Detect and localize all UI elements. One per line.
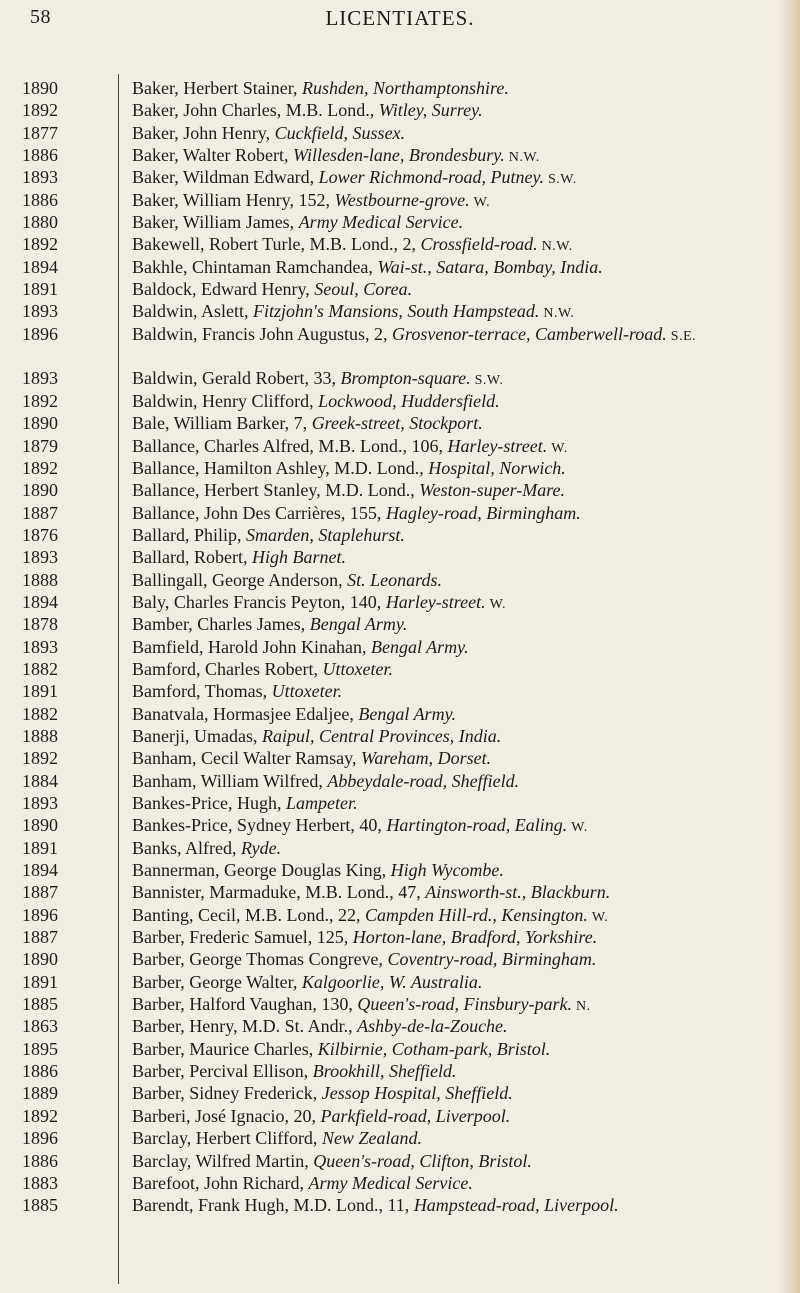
entry-year: 1879 xyxy=(22,435,58,456)
list-item xyxy=(0,233,800,255)
entry-address: Army Medical Service. xyxy=(308,1172,473,1193)
entry-name: Bannister, Marmaduke, M.B. Lond., 47, xyxy=(132,882,421,903)
entry-text xyxy=(132,122,772,144)
entry-name: Baldwin, Francis John Augustus, 2, xyxy=(132,323,388,344)
entry-address: Raipul, Central Provinces, India. xyxy=(261,725,502,746)
entry-text xyxy=(132,1105,772,1127)
list-item xyxy=(0,390,800,412)
entry-year: 1896 xyxy=(22,1128,58,1149)
entry-year: 1893 xyxy=(22,301,58,322)
entry-year: 1890 xyxy=(22,480,58,501)
entry-district: N.W. xyxy=(508,150,540,166)
list-item xyxy=(0,256,800,278)
list-item xyxy=(0,837,800,859)
entry-address: Queen's-road, Finsbury-park. xyxy=(357,994,573,1015)
entry-address: Ainsworth-st., Blackburn. xyxy=(425,882,611,903)
entry-district: N. xyxy=(576,999,591,1015)
entry-address: Wai-st., Satara, Bombay, India. xyxy=(377,256,603,277)
entry-address: Rushden, Northamptonshire. xyxy=(302,78,509,98)
entry-year: 1894 xyxy=(22,256,58,277)
list-item xyxy=(0,412,800,434)
entry-year: 1891 xyxy=(22,681,58,702)
entry-name: Baker, Walter Robert, xyxy=(132,145,289,166)
entry-text xyxy=(132,390,772,412)
entry-name: Ballance, Charles Alfred, M.B. Lond., 106, xyxy=(132,435,443,456)
entry-address: Hartington-road, Ealing. xyxy=(386,815,568,836)
entry-address: Westbourne-grove. xyxy=(334,189,470,210)
entry-text xyxy=(132,1082,772,1104)
entry-address: Smarden, Staplehurst. xyxy=(246,524,405,545)
entry-address: Lampeter. xyxy=(285,793,358,813)
list-item xyxy=(0,636,800,658)
entry-text xyxy=(132,1127,772,1149)
entry-text xyxy=(132,524,772,546)
entry-name: Banham, William Wilfred, xyxy=(132,770,323,791)
entry-name: Barber, Frederic Samuel, 125, xyxy=(132,927,349,948)
list-item xyxy=(0,122,800,144)
entry-year: 1863 xyxy=(22,1016,58,1037)
entry-text xyxy=(132,457,772,479)
list-item xyxy=(0,524,800,546)
entry-year: 1893 xyxy=(22,793,58,813)
entry-text xyxy=(132,658,772,680)
entry-year: 1877 xyxy=(22,122,58,143)
entry-address: Bengal Army. xyxy=(309,614,408,635)
entry-name: Baldock, Edward Henry, xyxy=(132,279,310,300)
list-item xyxy=(0,591,800,613)
list-item xyxy=(0,367,800,389)
entry-year: 1896 xyxy=(22,323,58,344)
entry-text xyxy=(132,1172,772,1194)
entry-address: Bengal Army. xyxy=(370,636,469,657)
entry-address: Hagley-road, Birmingham. xyxy=(385,502,581,523)
entry-year: 1887 xyxy=(22,927,58,948)
list-item xyxy=(0,189,800,211)
entry-name: Banks, Alfred, xyxy=(132,837,237,858)
entry-text xyxy=(132,1060,772,1082)
list-item xyxy=(0,99,800,121)
entry-year: 1882 xyxy=(22,658,58,679)
entry-address: Fitzjohn's Mansions, South Hampstead. xyxy=(253,301,540,322)
entry-address: Hampstead-road, Liverpool. xyxy=(413,1195,619,1216)
list-item xyxy=(0,323,800,368)
entry-name: Baker, William James, xyxy=(132,212,295,233)
entry-name: Ballance, Herbert Stanley, M.D. Lond., xyxy=(132,480,415,501)
entry-year: 1886 xyxy=(22,189,58,210)
list-item xyxy=(0,77,800,99)
entry-address: Campden Hill-rd., Kensington. xyxy=(365,904,588,925)
entry-text xyxy=(132,546,772,568)
entry-year: 1887 xyxy=(22,882,58,903)
list-item xyxy=(0,457,800,479)
entry-name: Baker, Wildman Edward, xyxy=(132,167,315,188)
entry-year: 1892 xyxy=(22,748,58,769)
entry-address: Horton-lane, Bradford, Yorkshire. xyxy=(352,927,598,948)
entry-name: Banting, Cecil, M.B. Lond., 22, xyxy=(132,904,361,925)
entry-district: W. xyxy=(591,909,609,925)
entry-address: High Barnet. xyxy=(251,547,346,568)
entry-year: 1888 xyxy=(22,569,58,590)
entry-year: 1883 xyxy=(22,1172,58,1193)
entry-address: Coventry-road, Birmingham. xyxy=(387,949,597,970)
entry-year: 1890 xyxy=(22,413,58,434)
entry-year: 1893 xyxy=(22,167,58,188)
entry-text xyxy=(132,99,772,121)
entry-name: Bamfield, Harold John Kinahan, xyxy=(132,636,367,657)
entry-year: 1892 xyxy=(22,100,58,121)
entry-address: Kilbirnie, Cotham-park, Bristol. xyxy=(317,1038,551,1059)
list-item xyxy=(0,792,800,814)
entry-address: Parkfield-road, Liverpool. xyxy=(320,1105,511,1126)
entry-text xyxy=(132,211,772,233)
entry-year: 1887 xyxy=(22,502,58,523)
entry-name: Banham, Cecil Walter Ramsay, xyxy=(132,748,357,769)
entry-name: Barclay, Wilfred Martin, xyxy=(132,1150,309,1171)
list-item xyxy=(0,278,800,300)
entry-year: 1894 xyxy=(22,860,58,881)
entry-text xyxy=(132,770,772,792)
entry-address: Grosvenor-terrace, Camberwell-road. xyxy=(392,323,667,344)
page-number: 58 xyxy=(30,6,51,28)
list-item xyxy=(0,859,800,881)
entry-name: Bamford, Thomas, xyxy=(132,681,268,702)
entry-year: 1896 xyxy=(22,904,58,925)
entry-text xyxy=(132,479,772,501)
list-item xyxy=(0,1194,800,1216)
entry-text xyxy=(132,926,772,948)
entry-name: Ballance, John Des Carrières, 155, xyxy=(132,502,382,523)
list-item xyxy=(0,546,800,568)
entry-text xyxy=(132,323,772,348)
entry-text xyxy=(132,1194,772,1216)
entry-year: 1892 xyxy=(22,390,58,411)
entry-name: Ballingall, George Anderson, xyxy=(132,569,343,590)
entry-name: Barber, Percival Ellison, xyxy=(132,1061,309,1082)
list-item xyxy=(0,435,800,457)
entry-text xyxy=(132,278,772,300)
entry-year: 1890 xyxy=(22,78,58,98)
entry-name: Baker, William Henry, 152, xyxy=(132,189,331,210)
entry-text xyxy=(132,881,772,903)
entry-district: W. xyxy=(551,440,568,456)
entry-year: 1890 xyxy=(22,815,58,836)
entry-year: 1888 xyxy=(22,725,58,746)
list-item xyxy=(0,881,800,903)
entry-text xyxy=(132,77,772,99)
entry-year: 1891 xyxy=(22,279,58,300)
entry-name: Banerji, Umadas, xyxy=(132,725,258,746)
entry-address: Crossfield-road. xyxy=(420,234,538,255)
entry-text xyxy=(132,725,772,747)
entry-address: Harley-street. xyxy=(447,435,548,456)
entry-address: Queen's-road, Clifton, Bristol. xyxy=(313,1150,532,1171)
entry-year: 1892 xyxy=(22,1105,58,1126)
entry-name: Bamber, Charles James, xyxy=(132,614,306,635)
entry-address: Abbeydale-road, Sheffield. xyxy=(327,770,520,791)
entry-name: Bannerman, George Douglas King, xyxy=(132,860,387,881)
entry-address: Hospital, Norwich. xyxy=(428,457,566,478)
entry-year: 1890 xyxy=(22,949,58,970)
entry-year: 1891 xyxy=(22,837,58,858)
entry-name: Bankes-Price, Hugh, xyxy=(132,793,282,813)
list-item xyxy=(0,747,800,769)
entry-year: 1895 xyxy=(22,1038,58,1059)
list-item xyxy=(0,144,800,166)
entry-district: W. xyxy=(489,596,507,612)
entry-text xyxy=(132,792,772,814)
entry-text xyxy=(132,502,772,524)
entry-year: 1891 xyxy=(22,971,58,992)
entry-text xyxy=(132,703,772,725)
entry-address: Jessop Hospital, Sheffield. xyxy=(321,1083,513,1104)
entry-text xyxy=(132,837,772,859)
list-item xyxy=(0,680,800,702)
entry-name: Baldwin, Gerald Robert, 33, xyxy=(132,368,336,389)
list-item xyxy=(0,725,800,747)
list-item xyxy=(0,993,800,1015)
entry-name: Bakhle, Chintaman Ramchandea, xyxy=(132,256,373,277)
entry-name: Baker, Herbert Stainer, xyxy=(132,78,298,98)
list-item xyxy=(0,904,800,926)
list-item xyxy=(0,658,800,680)
entry-address: Bengal Army. xyxy=(358,703,457,724)
entry-text xyxy=(132,1038,772,1060)
entry-year: 1893 xyxy=(22,636,58,657)
entry-text xyxy=(132,613,772,635)
list-item xyxy=(0,211,800,233)
entry-name: Bamford, Charles Robert, xyxy=(132,658,318,679)
list-item xyxy=(0,814,800,836)
entry-text xyxy=(132,256,772,278)
entry-address: Brookhill, Sheffield. xyxy=(312,1061,457,1082)
list-item xyxy=(0,1127,800,1149)
entry-name: Bankes-Price, Sydney Herbert, 40, xyxy=(132,815,382,836)
entry-text xyxy=(132,1150,772,1172)
entry-name: Barber, George Walter, xyxy=(132,971,298,992)
list-item xyxy=(0,613,800,635)
entry-year: 1886 xyxy=(22,1061,58,1082)
entry-district: W. xyxy=(571,820,588,836)
entry-name: Bakewell, Robert Turle, M.B. Lond., 2, xyxy=(132,234,416,255)
list-item xyxy=(0,1172,800,1194)
running-head: LICENTIATES. xyxy=(325,6,475,30)
entry-name: Barefoot, John Richard, xyxy=(132,1172,304,1193)
entry-year: 1878 xyxy=(22,614,58,635)
entry-address: Ashby-de-la-Zouche. xyxy=(357,1016,508,1037)
entry-year: 1892 xyxy=(22,457,58,478)
entry-name: Baldwin, Henry Clifford, xyxy=(132,390,314,411)
entry-text xyxy=(132,680,772,702)
entry-address: Uttoxeter. xyxy=(271,681,343,702)
list-item xyxy=(0,1060,800,1082)
entry-name: Baker, John Henry, xyxy=(132,122,271,143)
list-item xyxy=(0,569,800,591)
entry-text xyxy=(132,1015,772,1037)
entry-name: Barclay, Herbert Clifford, xyxy=(132,1128,318,1149)
list-item xyxy=(0,926,800,948)
entry-name: Baldwin, Aslett, xyxy=(132,301,249,322)
entry-district: S.W. xyxy=(474,373,504,389)
entry-name: Ballard, Robert, xyxy=(132,547,248,568)
entry-address: Brompton-square. xyxy=(340,368,471,389)
entry-address: Ryde. xyxy=(240,837,282,858)
entry-name: Barendt, Frank Hugh, M.D. Lond., 11, xyxy=(132,1195,410,1216)
entry-district: S.E. xyxy=(670,328,697,344)
entry-district: N.W. xyxy=(541,239,573,255)
entry-name: Banatvala, Hormasjee Edaljee, xyxy=(132,703,354,724)
entry-year: 1885 xyxy=(22,1195,58,1216)
entry-address: New Zealand. xyxy=(321,1128,422,1149)
entry-year: 1893 xyxy=(22,368,58,389)
entry-year: 1876 xyxy=(22,524,58,545)
entry-address: Cuckfield, Sussex. xyxy=(274,122,406,143)
list-item xyxy=(0,479,800,501)
list-item xyxy=(0,1038,800,1060)
entry-list xyxy=(0,77,800,1217)
entry-address: High Wycombe. xyxy=(390,860,504,881)
entry-year: 1892 xyxy=(22,234,58,255)
entry-name: Baker, John Charles, M.B. Lond., xyxy=(132,100,375,121)
list-item xyxy=(0,770,800,792)
entry-name: Ballance, Hamilton Ashley, M.D. Lond., xyxy=(132,457,424,478)
entry-address: Army Medical Service. xyxy=(298,212,464,233)
entry-year: 1894 xyxy=(22,591,58,612)
entry-text xyxy=(132,569,772,591)
entry-address: Wareham, Dorset. xyxy=(361,748,492,769)
list-item xyxy=(0,1150,800,1172)
list-item xyxy=(0,166,800,188)
entry-year: 1886 xyxy=(22,145,58,166)
entry-address: Kalgoorlie, W. Australia. xyxy=(301,971,483,992)
entry-address: Weston-super-Mare. xyxy=(419,480,566,501)
entry-year: 1884 xyxy=(22,770,58,791)
entry-name: Barber, Sidney Frederick, xyxy=(132,1083,318,1104)
entry-address: Seoul, Corea. xyxy=(314,279,413,300)
entry-name: Bale, William Barker, 7, xyxy=(132,413,308,434)
entry-name: Baly, Charles Francis Peyton, 140, xyxy=(132,591,382,612)
list-item xyxy=(0,1015,800,1037)
entry-name: Barber, George Thomas Congreve, xyxy=(132,949,384,970)
list-item xyxy=(0,703,800,725)
entry-year: 1893 xyxy=(22,547,58,568)
entry-address: Lower Richmond-road, Putney. xyxy=(318,167,544,188)
entry-address: Uttoxeter. xyxy=(322,658,393,679)
entry-address: St. Leonards. xyxy=(347,569,442,590)
entry-text xyxy=(132,747,772,769)
entry-address: Lockwood, Huddersfield. xyxy=(318,390,500,411)
entry-address: Witley, Surrey. xyxy=(378,100,483,121)
entry-year: 1885 xyxy=(22,994,58,1015)
entry-address: Willesden-lane, Brondesbury. xyxy=(292,145,505,166)
entry-year: 1889 xyxy=(22,1083,58,1104)
entry-text xyxy=(132,412,772,434)
entry-address: Greek-street, Stockport. xyxy=(311,413,483,434)
entry-name: Ballard, Philip, xyxy=(132,524,242,545)
entry-district: W. xyxy=(473,194,491,210)
list-item xyxy=(0,1105,800,1127)
list-item xyxy=(0,502,800,524)
entry-name: Barberi, José Ignacio, 20, xyxy=(132,1105,316,1126)
list-item xyxy=(0,1082,800,1104)
entry-text xyxy=(132,971,772,993)
entry-text xyxy=(132,948,772,970)
entry-year: 1882 xyxy=(22,703,58,724)
entry-text xyxy=(132,859,772,881)
list-item xyxy=(0,948,800,970)
entry-name: Barber, Maurice Charles, xyxy=(132,1038,314,1059)
entry-district: N.W. xyxy=(543,306,575,322)
entry-year: 1886 xyxy=(22,1150,58,1171)
entry-name: Barber, Halford Vaughan, 130, xyxy=(132,994,353,1015)
list-item xyxy=(0,300,800,322)
entry-text xyxy=(132,636,772,658)
entry-district: S.W. xyxy=(547,172,577,188)
entry-name: Barber, Henry, M.D. St. Andr., xyxy=(132,1016,353,1037)
entry-address: Harley-street. xyxy=(385,591,486,612)
list-item xyxy=(0,971,800,993)
entry-year: 1880 xyxy=(22,212,58,233)
